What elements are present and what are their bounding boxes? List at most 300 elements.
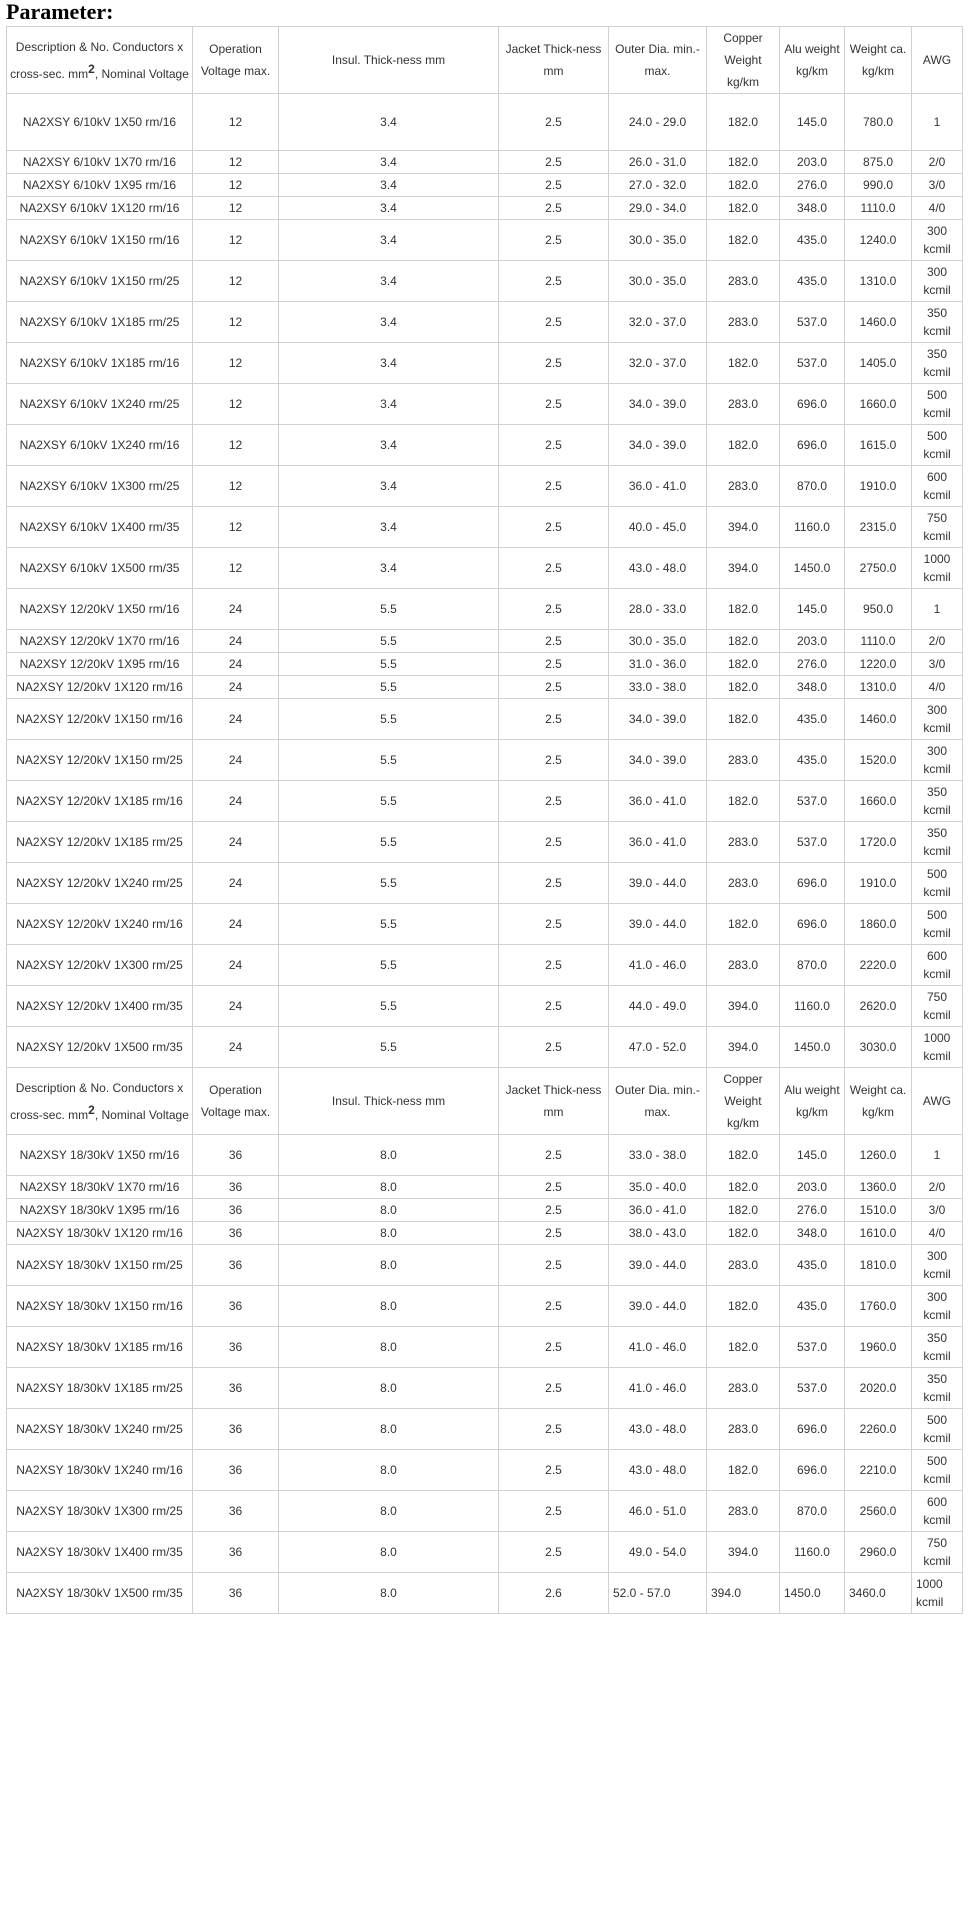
- cell-voltage: 12: [193, 151, 279, 174]
- cell-voltage: 24: [193, 986, 279, 1027]
- cell-weight: 1720.0: [845, 822, 912, 863]
- table-row: [7, 1409, 963, 1450]
- cell-awg: 600 kcmil: [912, 1491, 963, 1532]
- cell-description: NA2XSY 6/10kV 1X70 rm/16: [7, 151, 193, 174]
- cell-copper-weight: 394.0: [707, 507, 780, 548]
- cell-awg: 3/0: [912, 653, 963, 676]
- cell-awg: 500 kcmil: [912, 1450, 963, 1491]
- cell-insulation: 3.4: [279, 466, 499, 507]
- cell-voltage: 36: [193, 1135, 279, 1176]
- cell-weight: 1910.0: [845, 863, 912, 904]
- cell-copper-weight: 283.0: [707, 1245, 780, 1286]
- cell-jacket: 2.5: [499, 507, 609, 548]
- cell-outer-diameter: 32.0 - 37.0: [609, 343, 707, 384]
- cell-weight: 2210.0: [845, 1450, 912, 1491]
- cell-copper-weight: 182.0: [707, 904, 780, 945]
- cell-voltage: 24: [193, 630, 279, 653]
- cell-weight: 3030.0: [845, 1027, 912, 1068]
- header-row: [7, 27, 963, 94]
- table-row: [7, 653, 963, 676]
- cell-description: NA2XSY 18/30kV 1X185 rm/25: [7, 1368, 193, 1409]
- cell-jacket: 2.5: [499, 548, 609, 589]
- cell-awg: 1000 kcmil: [912, 1027, 963, 1068]
- cell-weight: 1960.0: [845, 1327, 912, 1368]
- cell-jacket: 2.5: [499, 863, 609, 904]
- cell-jacket: 2.5: [499, 261, 609, 302]
- cell-description: NA2XSY 18/30kV 1X120 rm/16: [7, 1222, 193, 1245]
- cell-copper-weight: 182.0: [707, 1327, 780, 1368]
- cell-alu-weight: 1450.0: [780, 1573, 845, 1614]
- cell-jacket: 2.5: [499, 220, 609, 261]
- cell-copper-weight: 283.0: [707, 740, 780, 781]
- cell-description: NA2XSY 18/30kV 1X150 rm/16: [7, 1286, 193, 1327]
- cell-outer-diameter: 33.0 - 38.0: [609, 1135, 707, 1176]
- cell-weight: 950.0: [845, 589, 912, 630]
- cell-jacket: 2.5: [499, 630, 609, 653]
- cell-outer-diameter: 36.0 - 41.0: [609, 822, 707, 863]
- cell-voltage: 24: [193, 822, 279, 863]
- cell-insulation: 8.0: [279, 1368, 499, 1409]
- cell-weight: 875.0: [845, 151, 912, 174]
- cell-jacket: 2.5: [499, 197, 609, 220]
- cell-alu-weight: 435.0: [780, 699, 845, 740]
- cell-outer-diameter: 35.0 - 40.0: [609, 1176, 707, 1199]
- cell-insulation: 8.0: [279, 1327, 499, 1368]
- table-row: [7, 425, 963, 466]
- cell-awg: 1: [912, 589, 963, 630]
- cell-alu-weight: 145.0: [780, 94, 845, 151]
- cell-awg: 3/0: [912, 1199, 963, 1222]
- cell-weight: 1240.0: [845, 220, 912, 261]
- cell-copper-weight: 182.0: [707, 343, 780, 384]
- cell-jacket: 2.5: [499, 1027, 609, 1068]
- table-row: [7, 676, 963, 699]
- table-row: [7, 1176, 963, 1199]
- cell-weight: 1910.0: [845, 466, 912, 507]
- cell-weight: 1220.0: [845, 653, 912, 676]
- table-row: [7, 1027, 963, 1068]
- cell-jacket: 2.5: [499, 425, 609, 466]
- cell-outer-diameter: 34.0 - 39.0: [609, 699, 707, 740]
- cell-jacket: 2.5: [499, 1199, 609, 1222]
- cell-alu-weight: 1450.0: [780, 548, 845, 589]
- cell-description: NA2XSY 18/30kV 1X400 rm/35: [7, 1532, 193, 1573]
- cell-awg: 4/0: [912, 676, 963, 699]
- cell-insulation: 3.4: [279, 261, 499, 302]
- cell-outer-diameter: 31.0 - 36.0: [609, 653, 707, 676]
- cell-voltage: 36: [193, 1491, 279, 1532]
- cell-insulation: 5.5: [279, 904, 499, 945]
- cell-awg: 350 kcmil: [912, 343, 963, 384]
- table-row: [7, 302, 963, 343]
- cell-weight: 1460.0: [845, 699, 912, 740]
- cell-voltage: 36: [193, 1222, 279, 1245]
- cell-jacket: 2.5: [499, 1286, 609, 1327]
- cell-copper-weight: 182.0: [707, 1450, 780, 1491]
- cell-awg: 1000 kcmil: [912, 1573, 963, 1614]
- page-title: Parameter:: [6, 0, 114, 24]
- cell-copper-weight: 182.0: [707, 676, 780, 699]
- column-header-outer: Outer Dia. min.-max.: [609, 1068, 707, 1135]
- cell-awg: 500 kcmil: [912, 904, 963, 945]
- cell-weight: 1260.0: [845, 1135, 912, 1176]
- cell-insulation: 5.5: [279, 986, 499, 1027]
- cell-outer-diameter: 47.0 - 52.0: [609, 1027, 707, 1068]
- cell-weight: 1310.0: [845, 676, 912, 699]
- table-row: [7, 1327, 963, 1368]
- cell-copper-weight: 394.0: [707, 986, 780, 1027]
- cell-outer-diameter: 30.0 - 35.0: [609, 630, 707, 653]
- cell-outer-diameter: 30.0 - 35.0: [609, 220, 707, 261]
- cell-jacket: 2.5: [499, 1368, 609, 1409]
- cell-weight: 1660.0: [845, 384, 912, 425]
- cell-copper-weight: 182.0: [707, 630, 780, 653]
- column-header-voltage: Operation Voltage max.: [193, 1068, 279, 1135]
- cell-alu-weight: 537.0: [780, 343, 845, 384]
- cell-insulation: 8.0: [279, 1199, 499, 1222]
- cell-description: NA2XSY 12/20kV 1X500 rm/35: [7, 1027, 193, 1068]
- cell-alu-weight: 537.0: [780, 822, 845, 863]
- column-header-insul: Insul. Thick-ness mm: [279, 27, 499, 94]
- cell-weight: 2750.0: [845, 548, 912, 589]
- cell-description: NA2XSY 18/30kV 1X240 rm/16: [7, 1450, 193, 1491]
- cell-insulation: 8.0: [279, 1450, 499, 1491]
- cell-jacket: 2.5: [499, 822, 609, 863]
- cell-voltage: 24: [193, 589, 279, 630]
- column-header-desc: Description & No. Conductors x cross-sec. $mm^2$, Nominal Voltage: [7, 1068, 193, 1135]
- cell-alu-weight: 1160.0: [780, 986, 845, 1027]
- cell-outer-diameter: 52.0 - 57.0: [609, 1573, 707, 1614]
- table-row: [7, 384, 963, 425]
- cell-description: NA2XSY 6/10kV 1X150 rm/16: [7, 220, 193, 261]
- table-row: [7, 699, 963, 740]
- column-header-outer: Outer Dia. min.-max.: [609, 27, 707, 94]
- cell-weight: 1110.0: [845, 197, 912, 220]
- cell-outer-diameter: 36.0 - 41.0: [609, 781, 707, 822]
- cell-copper-weight: 182.0: [707, 589, 780, 630]
- cable-parameter-table: [6, 26, 963, 1614]
- cell-outer-diameter: 33.0 - 38.0: [609, 676, 707, 699]
- cell-description: NA2XSY 18/30kV 1X300 rm/25: [7, 1491, 193, 1532]
- cell-description: NA2XSY 12/20kV 1X300 rm/25: [7, 945, 193, 986]
- cell-alu-weight: 276.0: [780, 174, 845, 197]
- cell-description: NA2XSY 12/20kV 1X120 rm/16: [7, 676, 193, 699]
- cell-alu-weight: 870.0: [780, 466, 845, 507]
- cell-insulation: 8.0: [279, 1409, 499, 1450]
- cell-weight: 2560.0: [845, 1491, 912, 1532]
- cell-description: NA2XSY 12/20kV 1X400 rm/35: [7, 986, 193, 1027]
- cell-weight: 1660.0: [845, 781, 912, 822]
- column-header-alu: Alu weight kg/km: [780, 1068, 845, 1135]
- cell-jacket: 2.5: [499, 740, 609, 781]
- cell-voltage: 12: [193, 507, 279, 548]
- cell-jacket: 2.5: [499, 676, 609, 699]
- cell-voltage: 24: [193, 740, 279, 781]
- column-header-jacket: Jacket Thick-ness mm: [499, 27, 609, 94]
- cell-alu-weight: 348.0: [780, 1222, 845, 1245]
- cell-outer-diameter: 39.0 - 44.0: [609, 1286, 707, 1327]
- column-header-desc: Description & No. Conductors x cross-sec. $mm^2$, Nominal Voltage: [7, 27, 193, 94]
- cell-alu-weight: 435.0: [780, 220, 845, 261]
- cell-outer-diameter: 27.0 - 32.0: [609, 174, 707, 197]
- cell-awg: 4/0: [912, 197, 963, 220]
- cell-awg: 500 kcmil: [912, 384, 963, 425]
- cell-voltage: 24: [193, 653, 279, 676]
- cell-voltage: 12: [193, 343, 279, 384]
- cell-weight: 2315.0: [845, 507, 912, 548]
- cell-description: NA2XSY 18/30kV 1X70 rm/16: [7, 1176, 193, 1199]
- table-row: [7, 1573, 963, 1614]
- cell-jacket: 2.5: [499, 904, 609, 945]
- cell-weight: 990.0: [845, 174, 912, 197]
- cell-copper-weight: 182.0: [707, 1286, 780, 1327]
- cell-weight: 1860.0: [845, 904, 912, 945]
- cell-insulation: 3.4: [279, 425, 499, 466]
- cell-alu-weight: 870.0: [780, 945, 845, 986]
- cell-weight: 780.0: [845, 94, 912, 151]
- cell-insulation: 5.5: [279, 945, 499, 986]
- cell-copper-weight: 283.0: [707, 1409, 780, 1450]
- cell-awg: 600 kcmil: [912, 945, 963, 986]
- table-row: [7, 507, 963, 548]
- cell-weight: 1810.0: [845, 1245, 912, 1286]
- cell-description: NA2XSY 6/10kV 1X500 rm/35: [7, 548, 193, 589]
- column-header-insul: Insul. Thick-ness mm: [279, 1068, 499, 1135]
- cell-jacket: 2.5: [499, 151, 609, 174]
- cell-insulation: 5.5: [279, 699, 499, 740]
- cell-copper-weight: 283.0: [707, 945, 780, 986]
- cell-insulation: 8.0: [279, 1573, 499, 1614]
- cell-awg: 350 kcmil: [912, 1368, 963, 1409]
- cell-copper-weight: 283.0: [707, 261, 780, 302]
- cell-insulation: 5.5: [279, 863, 499, 904]
- table-row: [7, 1135, 963, 1176]
- cell-insulation: 3.4: [279, 151, 499, 174]
- cell-weight: 1615.0: [845, 425, 912, 466]
- cell-outer-diameter: 41.0 - 46.0: [609, 1327, 707, 1368]
- cell-copper-weight: 283.0: [707, 466, 780, 507]
- cell-description: NA2XSY 12/20kV 1X240 rm/25: [7, 863, 193, 904]
- cell-outer-diameter: 32.0 - 37.0: [609, 302, 707, 343]
- cell-weight: 1510.0: [845, 1199, 912, 1222]
- cell-description: NA2XSY 6/10kV 1X150 rm/25: [7, 261, 193, 302]
- cell-alu-weight: 696.0: [780, 863, 845, 904]
- cell-voltage: 36: [193, 1532, 279, 1573]
- cell-jacket: 2.5: [499, 653, 609, 676]
- cell-weight: 1760.0: [845, 1286, 912, 1327]
- cell-copper-weight: 182.0: [707, 425, 780, 466]
- table-row: [7, 197, 963, 220]
- table-row: [7, 1222, 963, 1245]
- cell-insulation: 5.5: [279, 781, 499, 822]
- cell-alu-weight: 696.0: [780, 384, 845, 425]
- cell-alu-weight: 203.0: [780, 630, 845, 653]
- cell-voltage: 36: [193, 1245, 279, 1286]
- cell-awg: 300 kcmil: [912, 1245, 963, 1286]
- cell-voltage: 24: [193, 945, 279, 986]
- cell-insulation: 5.5: [279, 630, 499, 653]
- column-header-awg: AWG: [912, 27, 963, 94]
- cell-description: NA2XSY 12/20kV 1X50 rm/16: [7, 589, 193, 630]
- cell-insulation: 8.0: [279, 1245, 499, 1286]
- cell-outer-diameter: 44.0 - 49.0: [609, 986, 707, 1027]
- cell-alu-weight: 435.0: [780, 1286, 845, 1327]
- cell-voltage: 12: [193, 220, 279, 261]
- cell-description: NA2XSY 12/20kV 1X240 rm/16: [7, 904, 193, 945]
- cell-copper-weight: 182.0: [707, 699, 780, 740]
- cell-jacket: 2.5: [499, 302, 609, 343]
- cell-awg: 750 kcmil: [912, 1532, 963, 1573]
- cell-outer-diameter: 43.0 - 48.0: [609, 1409, 707, 1450]
- cell-alu-weight: 870.0: [780, 1491, 845, 1532]
- cell-jacket: 2.5: [499, 945, 609, 986]
- cell-copper-weight: 182.0: [707, 781, 780, 822]
- cell-awg: 350 kcmil: [912, 302, 963, 343]
- cell-jacket: 2.5: [499, 1491, 609, 1532]
- cell-insulation: 8.0: [279, 1135, 499, 1176]
- cell-description: NA2XSY 18/30kV 1X50 rm/16: [7, 1135, 193, 1176]
- cell-outer-diameter: 43.0 - 48.0: [609, 548, 707, 589]
- cell-outer-diameter: 24.0 - 29.0: [609, 94, 707, 151]
- column-header-copper: Copper Weight kg/km: [707, 27, 780, 94]
- cell-weight: 2960.0: [845, 1532, 912, 1573]
- cell-insulation: 5.5: [279, 1027, 499, 1068]
- cell-alu-weight: 537.0: [780, 1327, 845, 1368]
- cell-weight: 2620.0: [845, 986, 912, 1027]
- table-row: [7, 740, 963, 781]
- cell-outer-diameter: 26.0 - 31.0: [609, 151, 707, 174]
- cell-awg: 750 kcmil: [912, 507, 963, 548]
- cell-awg: 1: [912, 94, 963, 151]
- cell-copper-weight: 394.0: [707, 1532, 780, 1573]
- cell-alu-weight: 435.0: [780, 1245, 845, 1286]
- cell-description: NA2XSY 12/20kV 1X185 rm/25: [7, 822, 193, 863]
- cell-outer-diameter: 46.0 - 51.0: [609, 1491, 707, 1532]
- table-body: [7, 27, 963, 1614]
- cell-voltage: 36: [193, 1409, 279, 1450]
- cell-outer-diameter: 43.0 - 48.0: [609, 1450, 707, 1491]
- cell-jacket: 2.5: [499, 986, 609, 1027]
- cell-insulation: 3.4: [279, 220, 499, 261]
- cell-voltage: 24: [193, 676, 279, 699]
- cell-insulation: 3.4: [279, 384, 499, 425]
- cell-outer-diameter: 34.0 - 39.0: [609, 384, 707, 425]
- cell-alu-weight: 145.0: [780, 589, 845, 630]
- cell-insulation: 8.0: [279, 1286, 499, 1327]
- cell-alu-weight: 696.0: [780, 425, 845, 466]
- cell-weight: 1610.0: [845, 1222, 912, 1245]
- cell-alu-weight: 696.0: [780, 1450, 845, 1491]
- cell-copper-weight: 182.0: [707, 174, 780, 197]
- cell-awg: 2/0: [912, 1176, 963, 1199]
- cell-alu-weight: 276.0: [780, 653, 845, 676]
- cell-voltage: 12: [193, 94, 279, 151]
- cell-voltage: 12: [193, 425, 279, 466]
- cell-alu-weight: 276.0: [780, 1199, 845, 1222]
- cell-copper-weight: 182.0: [707, 220, 780, 261]
- cell-jacket: 2.5: [499, 174, 609, 197]
- cell-copper-weight: 394.0: [707, 1573, 780, 1614]
- cell-copper-weight: 283.0: [707, 1491, 780, 1532]
- cell-voltage: 12: [193, 197, 279, 220]
- table-row: [7, 151, 963, 174]
- cell-copper-weight: 283.0: [707, 822, 780, 863]
- cell-jacket: 2.5: [499, 1176, 609, 1199]
- cell-description: NA2XSY 18/30kV 1X95 rm/16: [7, 1199, 193, 1222]
- cell-insulation: 8.0: [279, 1222, 499, 1245]
- cell-description: NA2XSY 12/20kV 1X185 rm/16: [7, 781, 193, 822]
- cell-alu-weight: 696.0: [780, 1409, 845, 1450]
- cell-voltage: 36: [193, 1368, 279, 1409]
- column-header-voltage: Operation Voltage max.: [193, 27, 279, 94]
- cell-description: NA2XSY 6/10kV 1X95 rm/16: [7, 174, 193, 197]
- table-row: [7, 1368, 963, 1409]
- cell-weight: 3460.0: [845, 1573, 912, 1614]
- cell-voltage: 36: [193, 1176, 279, 1199]
- cell-voltage: 36: [193, 1286, 279, 1327]
- cell-outer-diameter: 39.0 - 44.0: [609, 1245, 707, 1286]
- table-row: [7, 261, 963, 302]
- column-header-copper: Copper Weight kg/km: [707, 1068, 780, 1135]
- cell-description: NA2XSY 6/10kV 1X240 rm/16: [7, 425, 193, 466]
- cell-outer-diameter: 36.0 - 41.0: [609, 1199, 707, 1222]
- cell-voltage: 36: [193, 1327, 279, 1368]
- cell-awg: 500 kcmil: [912, 863, 963, 904]
- cell-insulation: 3.4: [279, 343, 499, 384]
- table-row: [7, 220, 963, 261]
- table-row: [7, 1199, 963, 1222]
- cell-jacket: 2.6: [499, 1573, 609, 1614]
- cell-alu-weight: 348.0: [780, 676, 845, 699]
- cell-jacket: 2.5: [499, 466, 609, 507]
- cell-weight: 1360.0: [845, 1176, 912, 1199]
- cell-weight: 1405.0: [845, 343, 912, 384]
- cell-weight: 2220.0: [845, 945, 912, 986]
- cell-weight: 1520.0: [845, 740, 912, 781]
- cell-insulation: 8.0: [279, 1176, 499, 1199]
- cell-description: NA2XSY 18/30kV 1X500 rm/35: [7, 1573, 193, 1614]
- cell-description: NA2XSY 6/10kV 1X300 rm/25: [7, 466, 193, 507]
- table-row: [7, 822, 963, 863]
- cell-jacket: 2.5: [499, 384, 609, 425]
- cell-jacket: 2.5: [499, 1327, 609, 1368]
- cell-awg: 1: [912, 1135, 963, 1176]
- cell-outer-diameter: 40.0 - 45.0: [609, 507, 707, 548]
- cell-jacket: 2.5: [499, 1409, 609, 1450]
- cell-description: NA2XSY 12/20kV 1X150 rm/25: [7, 740, 193, 781]
- cell-weight: 1460.0: [845, 302, 912, 343]
- cell-copper-weight: 182.0: [707, 653, 780, 676]
- cell-awg: 2/0: [912, 630, 963, 653]
- cell-description: NA2XSY 6/10kV 1X50 rm/16: [7, 94, 193, 151]
- cell-copper-weight: 394.0: [707, 1027, 780, 1068]
- cell-copper-weight: 182.0: [707, 1135, 780, 1176]
- table-row: [7, 1450, 963, 1491]
- cell-insulation: 5.5: [279, 676, 499, 699]
- cell-awg: 350 kcmil: [912, 781, 963, 822]
- cell-alu-weight: 435.0: [780, 740, 845, 781]
- cell-insulation: 3.4: [279, 94, 499, 151]
- table-row: [7, 343, 963, 384]
- cell-awg: 350 kcmil: [912, 1327, 963, 1368]
- cell-awg: 500 kcmil: [912, 1409, 963, 1450]
- table-row: [7, 1532, 963, 1573]
- cell-outer-diameter: 41.0 - 46.0: [609, 945, 707, 986]
- table-row: [7, 904, 963, 945]
- cell-alu-weight: 1450.0: [780, 1027, 845, 1068]
- cell-voltage: 12: [193, 174, 279, 197]
- cell-voltage: 24: [193, 781, 279, 822]
